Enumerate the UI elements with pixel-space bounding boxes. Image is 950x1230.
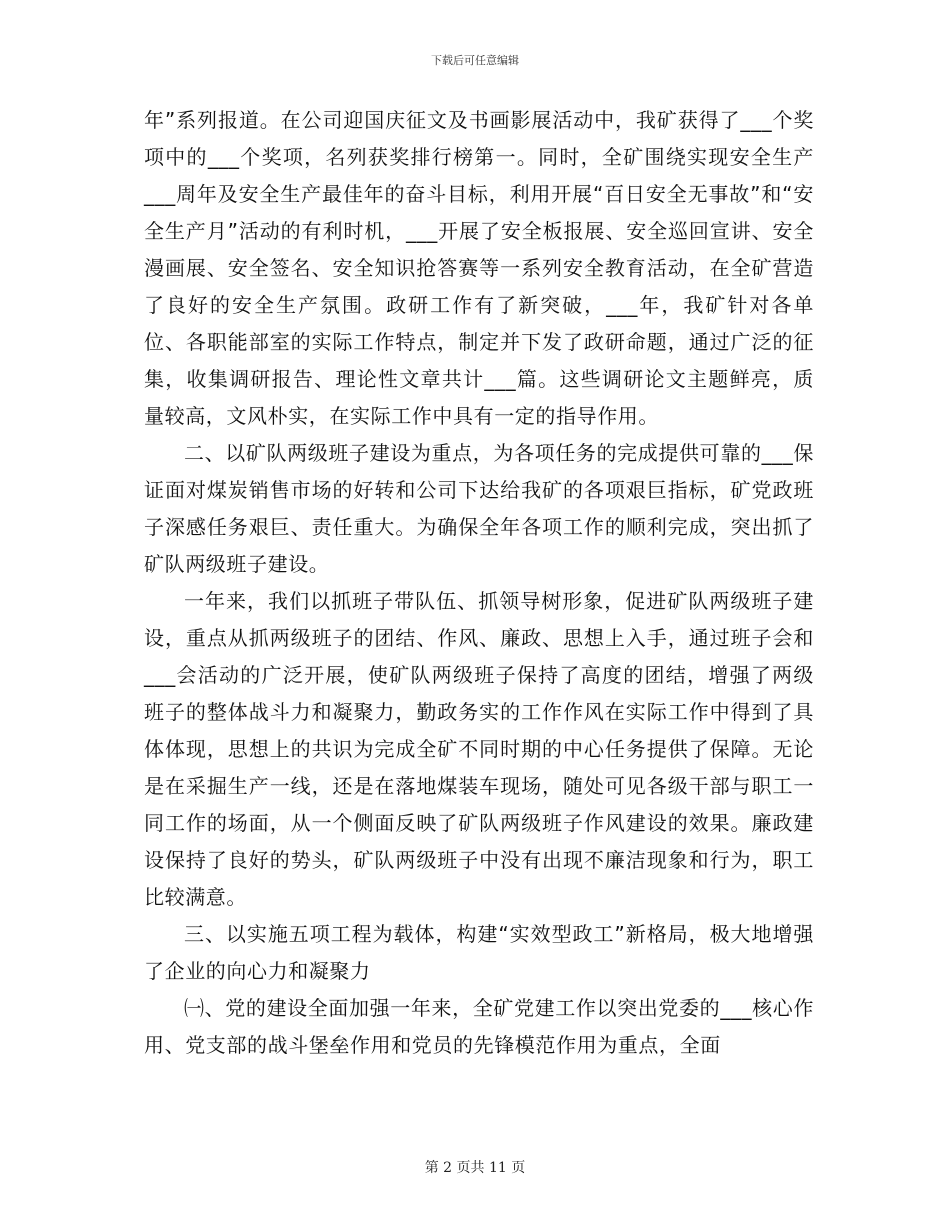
paragraph-1: 年”系列报道。在公司迎国庆征文及书画影展活动中，我矿获得了___个奖项中的___个奖项，名列获奖排行榜第一。同时，全矿围绕实现安全生产___周年及安全生产最佳年的奋斗目标，利用开展“百日安全无事故”和“安全生产月”活动的有利时机，___开展了安全板报展、安全巡回宣讲、安全漫画展、安全签名、安全知识抢答赛等一系列安全教育活动，在全矿营造了良好的安全生产氛围。政研工作有了新突破，___年，我矿针对各单位、各职能部室的实际工作特点，制定并下发了政研命题，通过广泛的征集，收集调研报告、理论性文章共计___篇。这些调研论文主题鲜亮，质量较高，文风朴实，在实际工作中具有一定的指导作用。 (144, 108, 814, 428)
paragraph-4: 三、以实施五项工程为载体，构建“实效型政工”新格局，极大地增强了企业的向心力和凝聚力 (144, 922, 814, 983)
page-number: 第 2 页共 11 页 (424, 1160, 526, 1176)
paragraph-3: 一年来，我们以抓班子带队伍、抓领导树形象，促进矿队两级班子建设，重点从抓两级班子的团结、作风、廉政、思想上入手，通过班子会和___会活动的广泛开展，使矿队两级班子保持了高度的团结，增强了两级班子的整体战斗力和凝聚力，勤政务实的工作作风在实际工作中得到了具体体现，思想上的共识为完成全矿不同时期的中心任务提供了保障。无论是在采掘生产一线，还是在落地煤装车现场，随处可见各级干部与职工一同工作的场面，从一个侧面反映了矿队两级班子作风建设的效果。廉政建设保持了良好的势头，矿队两级班子中没有出现不廉洁现象和行为，职工比较满意。 (144, 589, 814, 909)
page-header-note: 下载后可任意编辑 (431, 54, 519, 67)
paragraph-5: ㈠、党的建设全面加强一年来，全矿党建工作以突出党委的___核心作用、党支部的战斗堡垒作用和党员的先锋模范作用为重点，全面 (144, 996, 814, 1057)
document-body (144, 102, 814, 1064)
paragraph-2: 二、以矿队两级班子建设为重点，为各项任务的完成提供可靠的___保证面对煤炭销售市场的好转和公司下达给我矿的各项艰巨指标，矿党政班子深感任务艰巨、责任重大。为确保全年各项工作的顺利完成，突出抓了矿队两级班子建设。 (144, 441, 814, 576)
